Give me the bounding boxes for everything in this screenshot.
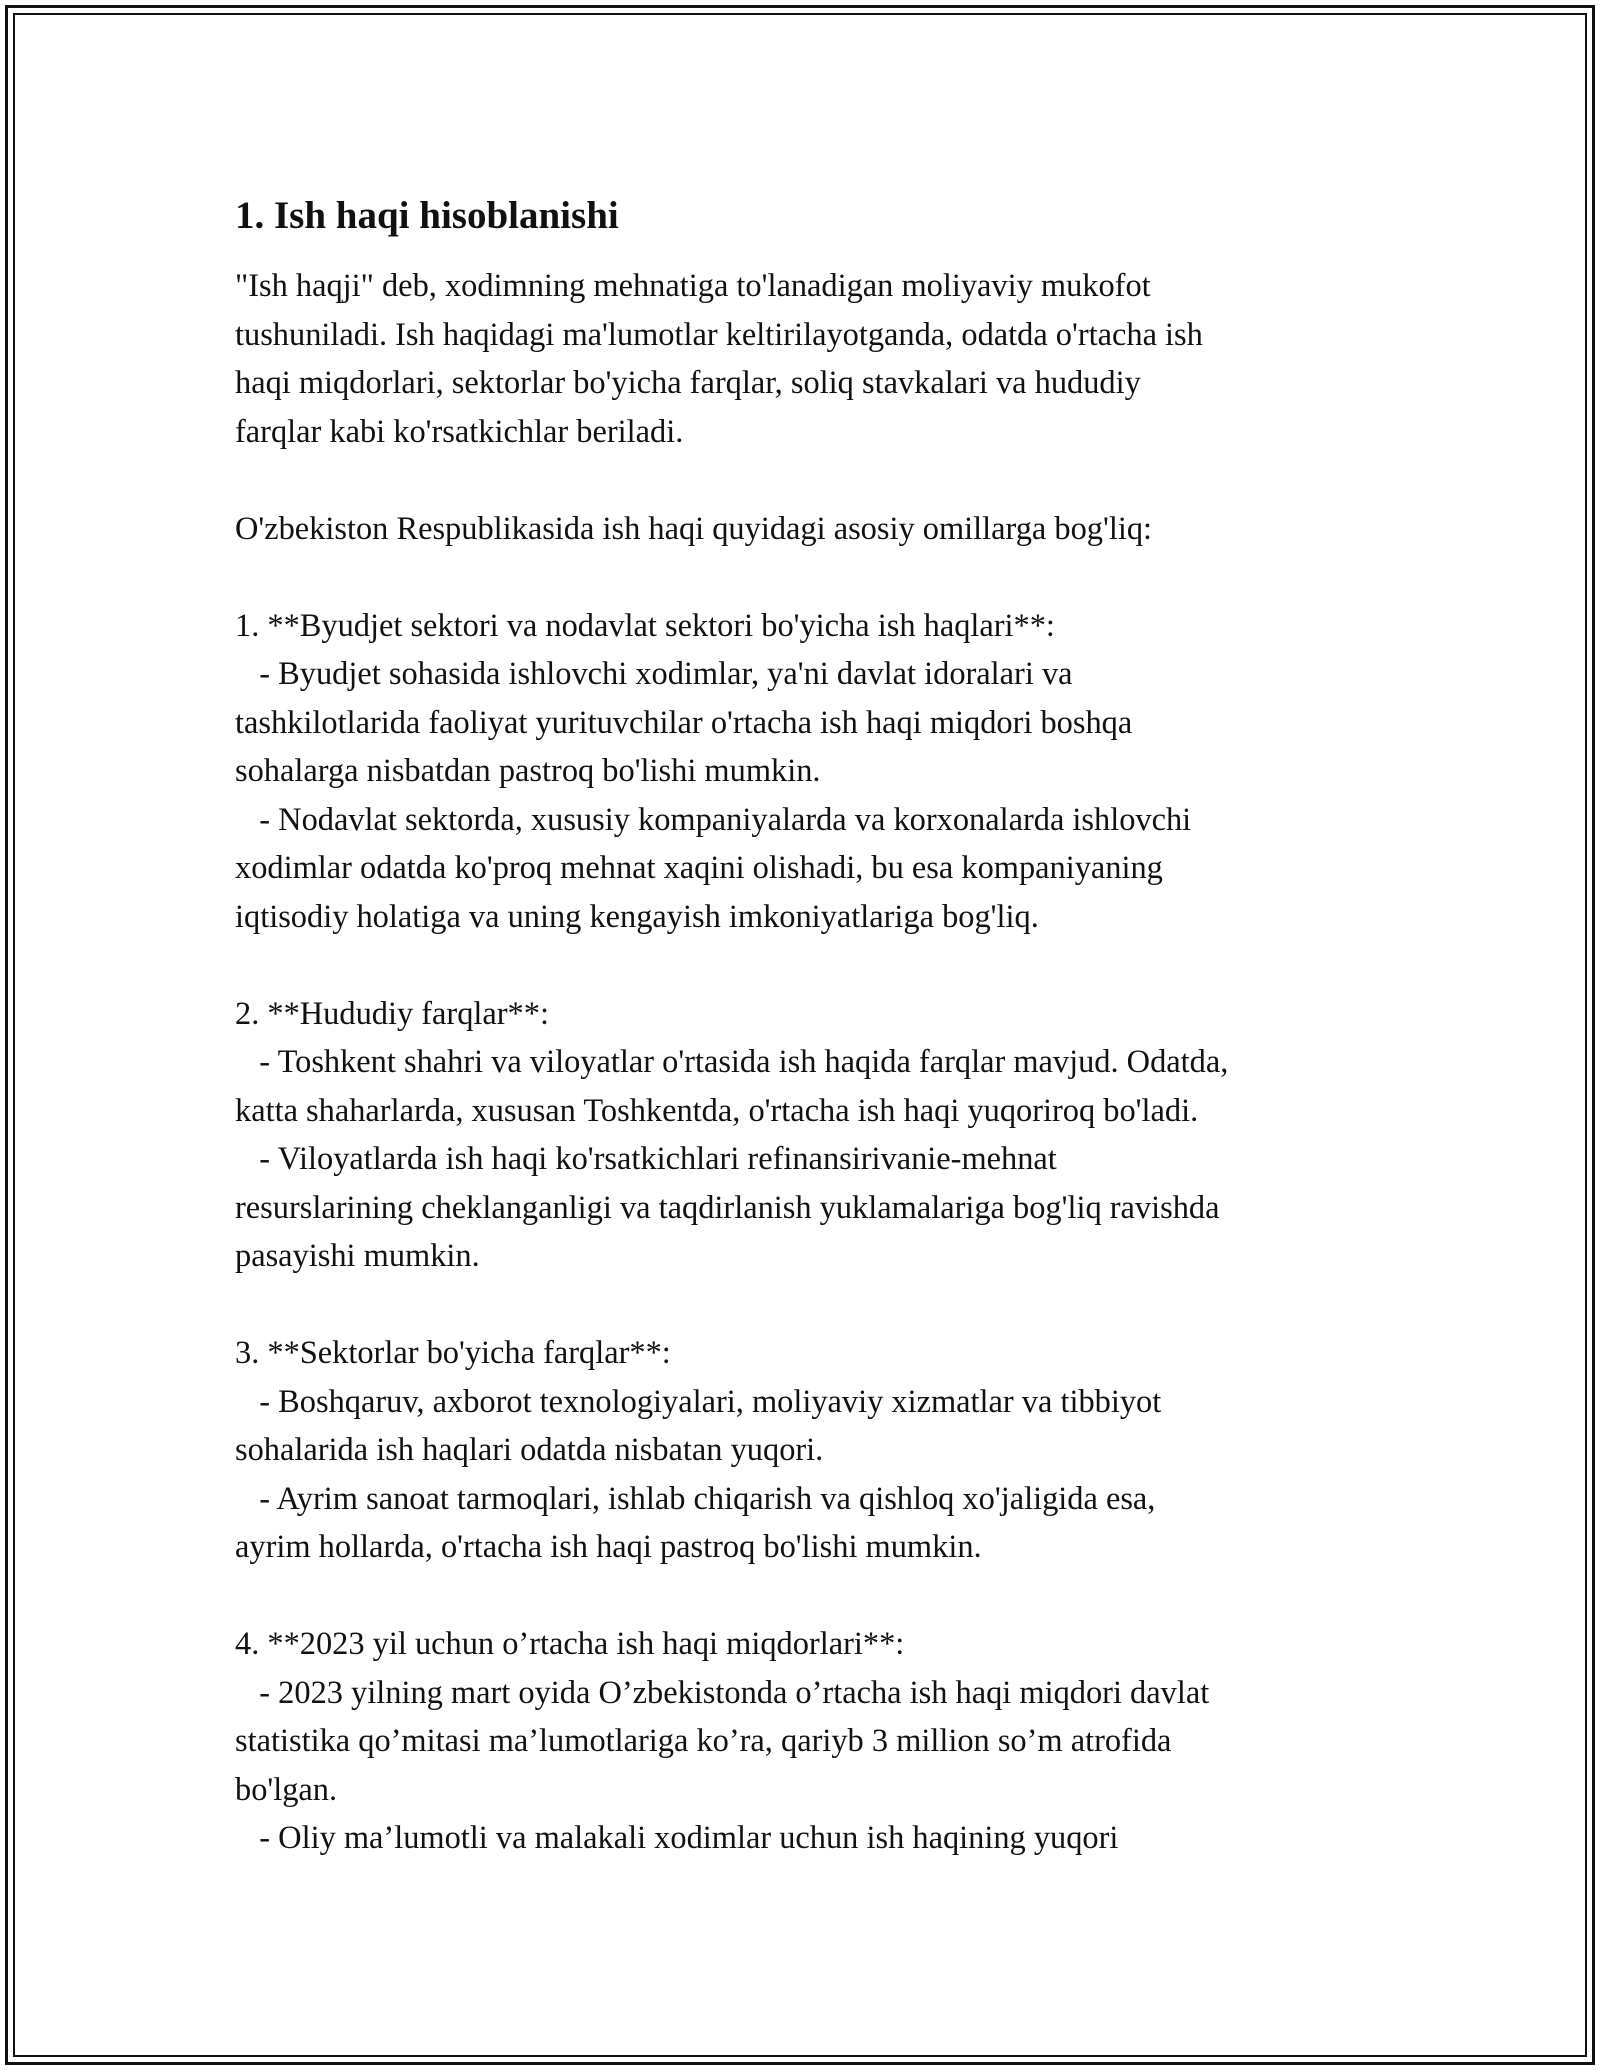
text-line: - Oliy ma’lumotli va malakali xodimlar uchun ish haqining yuqori bbox=[235, 1820, 1119, 1856]
text-line: - 2023 yilning mart oyida O’zbekistonda o’rtacha ish haqi miqdori davlat bbox=[235, 1674, 1210, 1711]
text-line: haqi miqdorlari, sektorlar bo'yicha farqlar, soliq stavkalari va hududiy bbox=[235, 365, 1141, 401]
text-line: farqlar kabi ko'rsatkichlar beriladi. bbox=[235, 413, 684, 450]
text-line: bo'lgan. bbox=[235, 1771, 338, 1808]
text-line: xodimlar odatda ko'proq mehnat xaqini olishadi, bu esa kompaniyaning bbox=[235, 850, 1163, 886]
section-heading: 1. Ish haqi hisoblanishi bbox=[235, 194, 619, 237]
text-line: sohalarga nisbatdan pastroq bo'lishi mumkin. bbox=[235, 753, 821, 789]
text-line: - Nodavlat sektorda, xususiy kompaniyalarda va korxonalarda ishlovchi bbox=[235, 801, 1192, 838]
text-line: pasayishi mumkin. bbox=[235, 1238, 480, 1274]
blank-line bbox=[235, 553, 1395, 602]
blank-line bbox=[235, 941, 1395, 990]
text-line: iqtisodiy holatiga va uning kengayish imkoniyatlariga bog'liq. bbox=[235, 898, 1039, 935]
text-line: 2. **Hududiy farqlar**: bbox=[235, 995, 549, 1032]
text-block bbox=[235, 262, 1395, 1863]
text-line: resurslarining cheklanganligi va taqdirlanish yuklamalariga bog'liq ravishda bbox=[235, 1189, 1220, 1226]
text-line: - Byudjet sohasida ishlovchi xodimlar, ya'ni davlat idoralari va bbox=[235, 656, 1073, 692]
text-line: O'zbekiston Respublikasida ish haqi quyidagi asosiy omillarga bog'liq: bbox=[235, 510, 1153, 547]
text-line: tashkilotlarida faoliyat yurituvchilar o'rtacha ish haqi miqdori boshqa bbox=[235, 704, 1133, 741]
blank-line bbox=[235, 1281, 1395, 1330]
text-line: 3. **Sektorlar bo'yicha farqlar**: bbox=[235, 1335, 671, 1371]
text-line: - Ayrim sanoat tarmoqlari, ishlab chiqarish va qishloq xo'jaligida esa, bbox=[235, 1480, 1156, 1517]
text-line: - Toshkent shahri va viloyatlar o'rtasida ish haqida farqlar mavjud. Odatda, bbox=[235, 1044, 1229, 1080]
text-line: "Ish haqji" deb, xodimning mehnatiga to'lanadigan moliyaviy mukofot bbox=[235, 268, 1151, 304]
text-line: sohalarida ish haqlari odatda nisbatan yuqori. bbox=[235, 1432, 824, 1468]
text-line: 4. **2023 yil uchun o’rtacha ish haqi miqdorlari**: bbox=[235, 1626, 905, 1662]
text-line: 1. **Byudjet sektori va nodavlat sektori bo'yicha ish haqlari**: bbox=[235, 607, 1055, 644]
text-line: ayrim hollarda, o'rtacha ish haqi pastroq bo'lishi mumkin. bbox=[235, 1529, 982, 1565]
text-line: statistika qo’mitasi ma’lumotlariga ko’ra, qariyb 3 million so’m atrofida bbox=[235, 1723, 1172, 1759]
text-line: tushuniladi. Ish haqidagi ma'lumotlar keltirilayotganda, odatda o'rtacha ish bbox=[235, 316, 1203, 353]
text-line: - Viloyatlarda ish haqi ko'rsatkichlari refinansirivanie-mehnat bbox=[235, 1141, 1057, 1177]
blank-line bbox=[235, 1572, 1395, 1621]
text-line: - Boshqaruv, axborot texnologiyalari, moliyaviy xizmatlar va tibbiyot bbox=[235, 1383, 1162, 1420]
text-line: katta shaharlarda, xususan Toshkentda, o'rtacha ish haqi yuqoriroq bo'ladi. bbox=[235, 1092, 1199, 1129]
document-body bbox=[235, 190, 1395, 1863]
blank-line bbox=[235, 456, 1395, 505]
